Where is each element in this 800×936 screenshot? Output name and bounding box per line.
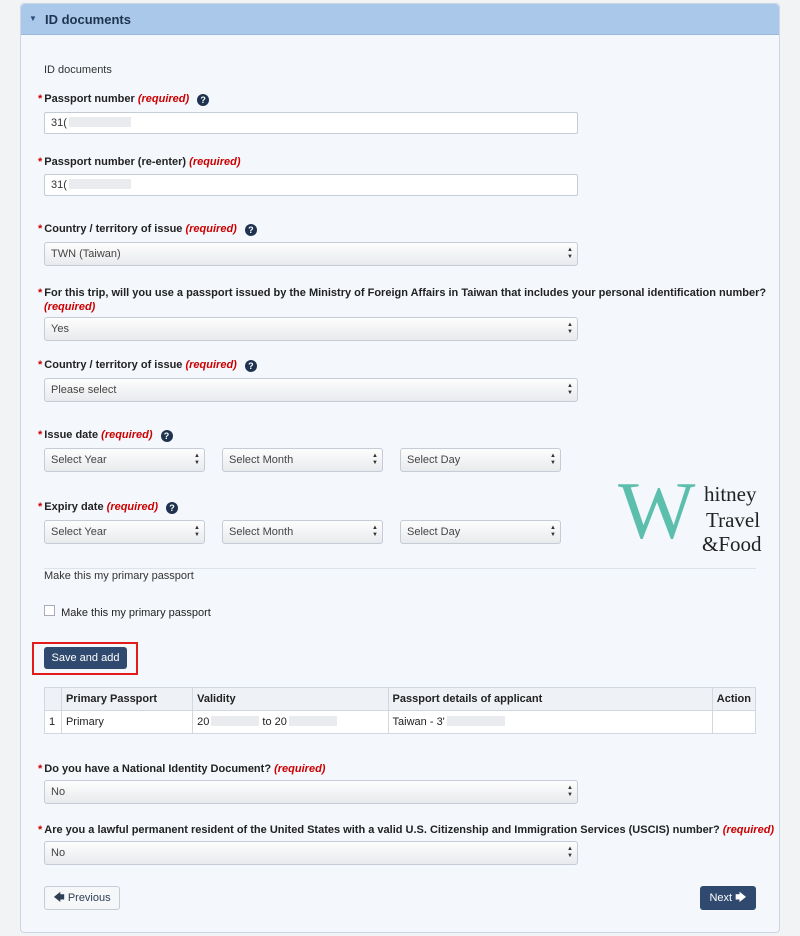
- primary-checkbox-row[interactable]: [44, 605, 211, 619]
- primary-checkbox-label: Make this my primary passport: [61, 607, 211, 619]
- select-arrows-icon: ▲ ▼: [567, 383, 573, 396]
- uscis-label: * Are you a lawful permanent resident of the United States with a valid U.S. Citizenship and Immigration Services (USCIS) number? (required): [38, 824, 775, 836]
- help-icon[interactable]: ?: [245, 224, 257, 236]
- select-arrows-icon: ▲ ▼: [567, 846, 573, 859]
- passport-reenter-label: * Passport number (re-enter) (required): [38, 156, 241, 168]
- panel-title: ID documents: [45, 12, 131, 27]
- table-header-row: [45, 688, 756, 711]
- column-header: Action: [712, 688, 755, 711]
- select-arrows-icon: ▲ ▼: [372, 453, 378, 466]
- redaction-mask: [211, 716, 259, 726]
- primary-checkbox[interactable]: [44, 605, 55, 616]
- watermark-line: &Food: [702, 532, 762, 556]
- arrow-right-icon: 🡆: [735, 892, 747, 904]
- country-issue-2-label: * Country / territory of issue (required) ?: [38, 359, 257, 372]
- collapse-caret-icon[interactable]: ▼: [29, 14, 37, 23]
- passport-reenter-input[interactable]: 31(: [44, 174, 578, 196]
- redaction-mask: [289, 716, 337, 726]
- details-cell: Taiwan - 3': [388, 711, 712, 734]
- save-and-add-button[interactable]: Save and add: [44, 647, 127, 669]
- country-issue-label: * Country / territory of issue (required) ?: [38, 223, 257, 236]
- redaction-mask: [69, 117, 131, 127]
- validity-cell: 20 to 20: [193, 711, 388, 734]
- watermark-line: Travel: [706, 508, 761, 532]
- passport-table: [44, 687, 756, 734]
- previous-label: Previous: [67, 892, 111, 904]
- issue-day-select[interactable]: Select Day ▲ ▼: [400, 448, 561, 472]
- help-icon[interactable]: ?: [197, 94, 209, 106]
- next-button[interactable]: [700, 886, 756, 910]
- select-arrows-icon: ▲ ▼: [194, 525, 200, 538]
- section-title: ID documents: [44, 64, 112, 76]
- previous-button[interactable]: [44, 886, 120, 910]
- expiry-month-select[interactable]: Select Month ▲ ▼: [222, 520, 383, 544]
- mofa-required: (required): [44, 301, 96, 313]
- help-icon[interactable]: ?: [166, 502, 178, 514]
- select-arrows-icon: ▲ ▼: [550, 453, 556, 466]
- mofa-question-label: * For this trip, will you use a passport issued by the Ministry of Foreign Affairs in Taiwan that includes your personal identification number?: [38, 287, 767, 299]
- watermark-letter: W: [618, 465, 696, 556]
- redaction-mask: [447, 716, 505, 726]
- redaction-mask: [69, 179, 131, 189]
- select-arrows-icon: ▲ ▼: [372, 525, 378, 538]
- expiry-day-select[interactable]: Select Day ▲ ▼: [400, 520, 561, 544]
- next-label: Next: [709, 892, 733, 904]
- national-id-label: * Do you have a National Identity Document? (required): [38, 763, 326, 775]
- national-id-select[interactable]: No ▲ ▼: [44, 780, 578, 804]
- action-cell[interactable]: [712, 711, 755, 734]
- issue-date-label: * Issue date (required) ?: [38, 429, 173, 442]
- select-arrows-icon: ▲ ▼: [567, 322, 573, 335]
- passport-number-label: * Passport number (required) ?: [38, 93, 209, 106]
- table-row[interactable]: [45, 711, 756, 734]
- country-issue-2-select[interactable]: Please select ▲ ▼: [44, 378, 578, 402]
- row-index: 1: [45, 711, 62, 734]
- column-header: Validity: [193, 688, 388, 711]
- select-arrows-icon: ▲ ▼: [567, 785, 573, 798]
- issue-month-select[interactable]: Select Month ▲ ▼: [222, 448, 383, 472]
- primary-section-label: Make this my primary passport: [44, 570, 194, 582]
- mofa-select[interactable]: Yes ▲ ▼: [44, 317, 578, 341]
- primary-cell: Primary: [61, 711, 192, 734]
- uscis-select[interactable]: No ▲ ▼: [44, 841, 578, 865]
- watermark-logo: [618, 465, 798, 558]
- help-icon[interactable]: ?: [161, 430, 173, 442]
- help-icon[interactable]: ?: [245, 360, 257, 372]
- watermark-line: hitney: [704, 482, 757, 506]
- panel-header[interactable]: [21, 4, 779, 35]
- select-arrows-icon: ▲ ▼: [550, 525, 556, 538]
- divider: [44, 568, 756, 569]
- passport-number-input[interactable]: 31(: [44, 112, 578, 134]
- index-header: [45, 688, 62, 711]
- country-issue-select[interactable]: TWN (Taiwan) ▲ ▼: [44, 242, 578, 266]
- column-header: Primary Passport: [61, 688, 192, 711]
- issue-year-select[interactable]: Select Year ▲ ▼: [44, 448, 205, 472]
- expiry-year-select[interactable]: Select Year ▲ ▼: [44, 520, 205, 544]
- column-header: Passport details of applicant: [388, 688, 712, 711]
- select-arrows-icon: ▲ ▼: [567, 247, 573, 260]
- arrow-left-icon: 🡄: [53, 892, 65, 904]
- select-arrows-icon: ▲ ▼: [194, 453, 200, 466]
- expiry-date-label: * Expiry date (required) ?: [38, 501, 178, 514]
